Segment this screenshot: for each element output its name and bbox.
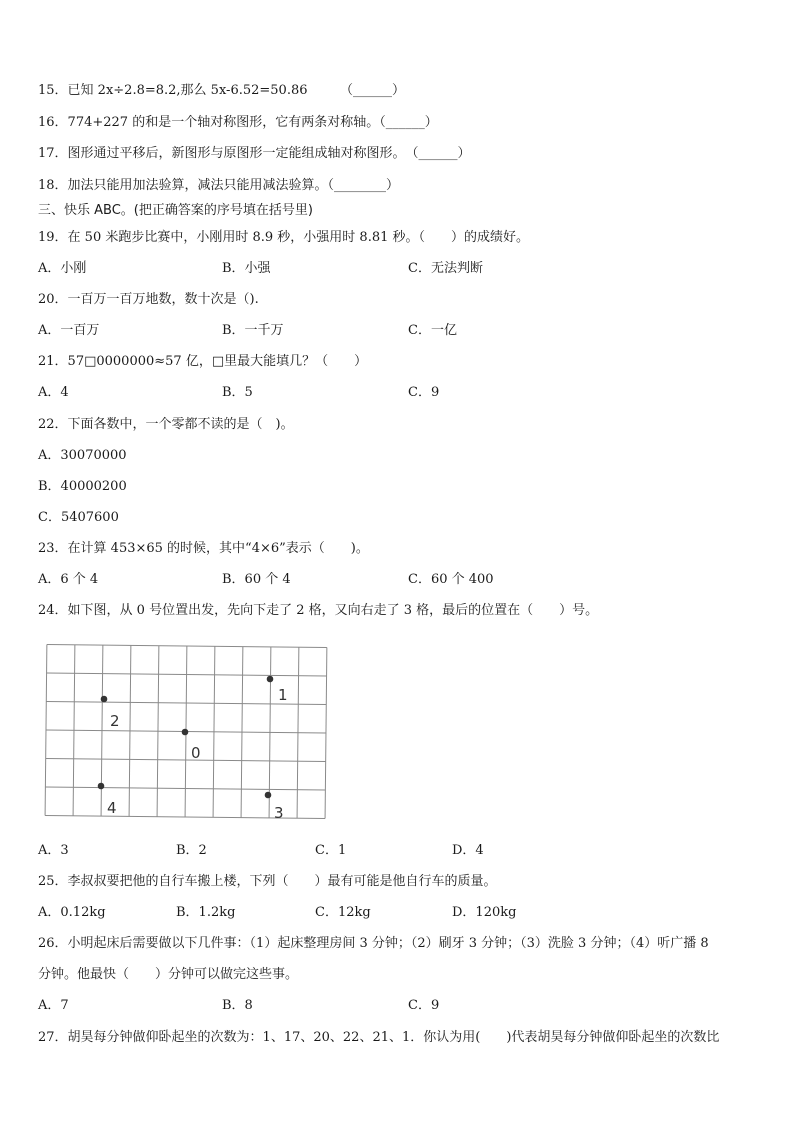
question-15: 15．已知 2x÷2.8=8.2,那么 5x-6.52=50.86 （______） bbox=[38, 83, 405, 98]
grid-point-4 bbox=[98, 783, 105, 790]
question-26-line-1: 26．小明起床后需要做以下几件事：（1）起床整理房间 3 分钟；（2）刷牙 3 分钟；（3）洗脸 3 分钟；（4）听广播 8 bbox=[38, 936, 709, 951]
q25-option-b[interactable]: B．1.2kg bbox=[176, 905, 236, 920]
grid-figure bbox=[40, 638, 332, 820]
q25-option-a[interactable]: A．0.12kg bbox=[38, 905, 106, 920]
q25-option-c[interactable]: C．12kg bbox=[315, 905, 371, 920]
question-27: 27．胡昊每分钟做仰卧起坐的次数为：1、17、20、22、21、1．你认为用( )代表胡昊每分钟做仰卧起坐的次数比 bbox=[38, 1030, 720, 1045]
grid-point-label-2: 2 bbox=[110, 712, 120, 730]
q21-option-a[interactable]: A．4 bbox=[38, 385, 69, 400]
q22-option-a[interactable]: A．30070000 bbox=[38, 448, 127, 463]
grid-point-label-1: 1 bbox=[278, 686, 288, 704]
grid-point-2 bbox=[101, 696, 108, 703]
q23-option-a[interactable]: A．6 个 4 bbox=[38, 572, 99, 587]
question-26-line-2: 分钟。他最快（ ）分钟可以做完这些事。 bbox=[38, 967, 299, 982]
q26-option-a[interactable]: A．7 bbox=[38, 998, 69, 1013]
question-20: 20．一百万一百万地数，数十次是（). bbox=[38, 292, 259, 307]
question-22: 22．下面各数中，一个零都不读的是（ )。 bbox=[38, 417, 294, 432]
grid-point-label-3: 3 bbox=[274, 804, 284, 820]
grid-point-3 bbox=[265, 792, 272, 799]
q19-option-b[interactable]: B．小强 bbox=[222, 261, 271, 276]
question-16: 16．774+227 的和是一个轴对称图形，它有两条对称轴。（______） bbox=[38, 115, 438, 130]
question-24: 24．如下图，从 0 号位置出发，先向下走了 2 格，又向右走了 3 格，最后的位置在（ ）号。 bbox=[38, 603, 599, 618]
q19-option-c[interactable]: C．无法判断 bbox=[408, 261, 483, 276]
question-18: 18．加法只能用加法验算，减法只能用减法验算。（________） bbox=[38, 178, 400, 193]
q21-option-c[interactable]: C．9 bbox=[408, 385, 440, 400]
q25-option-d[interactable]: D．120kg bbox=[452, 905, 517, 920]
q24-option-d[interactable]: D．4 bbox=[452, 843, 484, 858]
q24-option-c[interactable]: C．1 bbox=[315, 843, 347, 858]
question-19: 19．在 50 米跑步比赛中，小刚用时 8.9 秒，小强用时 8.81 秒。（ ）的成绩好。 bbox=[38, 230, 529, 245]
question-17: 17．图形通过平移后，新图形与原图形一定能组成轴对称图形。 （______） bbox=[38, 146, 471, 161]
question-21: 21．57□0000000≈57 亿，□里最大能填几？（ ） bbox=[38, 354, 368, 369]
q24-option-b[interactable]: B．2 bbox=[176, 843, 207, 858]
q21-option-b[interactable]: B．5 bbox=[222, 385, 253, 400]
grid-points bbox=[98, 676, 288, 820]
q24-option-a[interactable]: A．3 bbox=[38, 843, 69, 858]
q19-option-a[interactable]: A．小刚 bbox=[38, 261, 87, 276]
q22-option-c[interactable]: C．5407600 bbox=[38, 510, 119, 525]
q20-option-c[interactable]: C．一亿 bbox=[408, 323, 457, 338]
section-3-heading: 三、快乐 ABC。(把正确答案的序号填在括号里) bbox=[38, 203, 313, 218]
q20-option-b[interactable]: B．一千万 bbox=[222, 323, 284, 338]
grid-point-1 bbox=[267, 676, 274, 683]
grid-point-label-0: 0 bbox=[191, 744, 201, 762]
question-25: 25．李叔叔要把他的自行车搬上楼，下列（ ）最有可能是他自行车的质量。 bbox=[38, 874, 497, 889]
question-23: 23．在计算 453×65 的时候，其中“4×6”表示（ )。 bbox=[38, 541, 369, 556]
q23-option-b[interactable]: B．60 个 4 bbox=[222, 572, 291, 587]
q26-option-b[interactable]: B．8 bbox=[222, 998, 253, 1013]
q20-option-a[interactable]: A．一百万 bbox=[38, 323, 100, 338]
q26-option-c[interactable]: C．9 bbox=[408, 998, 440, 1013]
q23-option-c[interactable]: C．60 个 400 bbox=[408, 572, 494, 587]
grid-point-0 bbox=[182, 729, 189, 736]
grid-point-label-4: 4 bbox=[107, 799, 117, 817]
q22-option-b[interactable]: B．40000200 bbox=[38, 479, 127, 494]
